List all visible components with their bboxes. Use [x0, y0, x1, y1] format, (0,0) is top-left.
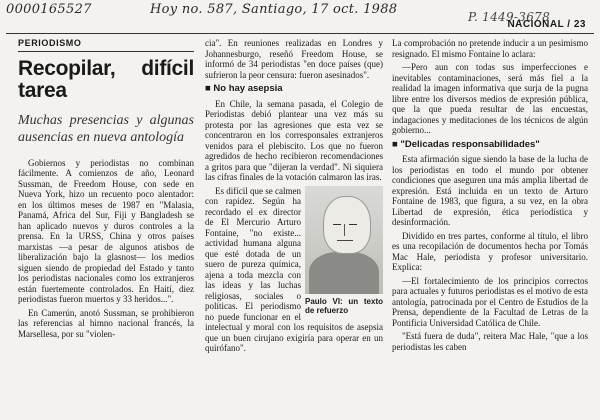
paragraph: "Está fuera de duda", reitera Mac Hale, "que a los periodistas les caben: [392, 331, 588, 352]
source-date-annotation: Hoy no. 587, Santiago, 17 oct. 1988: [150, 2, 398, 17]
paragraph: Gobiernos y periodistas no combinan fácilmente. A comienzos de año, Leonard Sussman, de Freedom House, con sede en Nueva York, hizo un recuento poco alentador: en los últimos meses de 1987 en "Malasia, Panamá, Africa del Sur, Fiji y Bangladesh se han aplicado nuevos y duros controles a la prensa. En la URSS, China y otros países marxistas —a pesar de algunos atisbos de liberalización bajo la glasnost— los medios siguen siendo de propiedad del Estado y tanto los periodistas nacionales como los extranjeros están fuertemente controlados. En Haití, diez periodistas fueron muertos y 33 heridos...".: [18, 157, 194, 304]
page-ref-annotation: P. 1449-3678: [468, 10, 551, 24]
deck: Muchas presencias y algunas ausencias en nueva antología: [18, 112, 194, 145]
column-2: [205, 38, 383, 357]
portrait-photo: [305, 186, 383, 294]
paragraph: En Camerún, anotó Sussman, se prohibieron las referencias al himno nacional francés, la Marsellesa, por su "violen-: [18, 307, 194, 339]
subheading: ■ "Delicadas responsabilidades": [392, 138, 540, 150]
subheading-text: "Delicadas responsabilidades": [400, 138, 540, 150]
top-rule: [6, 33, 594, 34]
paragraph: —El fortalecimiento de los principios correctos para actuales y futuros periodistas es el motivo de esta antología, patrocinada por el Centro de Estudios de la Prensa, dependiente de la Facultad de Letras de la Pontificia Universidad Católica de Chile.: [392, 275, 588, 328]
photo-caption: Paulo VI: un texto de refuerzo: [305, 296, 383, 315]
paragraph: La comprobación no pretende inducir a un pesimismo resignado. El mismo Fontaine lo aclara:: [392, 38, 588, 59]
photo-figure: [305, 186, 383, 314]
kicker: PERIODISMO: [18, 38, 194, 52]
paragraph: Dividido en tres partes, conforme al título, el libro es una recopilación de documentos hecha por Tomás Mac Hale, periodista y profesor universitario. Explica:: [392, 230, 588, 272]
subheading: ■ No hay asepsia: [205, 83, 283, 94]
paragraph: En Chile, la semana pasada, el Colegio de Periodistas debió plantear una vez más su protesta por las agresiones que esta vez se concentraron en los corresponsales extranjeros venidos para el plebiscito. Los que no fueron agredidos de hecho recibieron recomendaciones a gritos para que "dijeran la verdad". Ni siquiera las cifras finales de la votación calmaron las iras.: [205, 98, 383, 182]
column-3: [392, 38, 588, 355]
paragraph: Es difícil que se calmen con rapidez. Según ha recordado el ex director de El Mercurio Arturo Fontaine, "no existe... actividad humana alguna que esté dotada de un suero de pureza química, ajena a toda mezcla con las ideas y las luchas religiosas, sociales o políticas. El periodismo no puede funcionar en el intelectual y moral con los requisitos de asepsia que un buen cirujano exigiría para operar en un quirófano".: [205, 185, 383, 353]
subheading-text: No hay asepsia: [213, 83, 283, 94]
archive-id-annotation: 0000165527: [6, 2, 92, 17]
section-header: NACIONAL / 23: [507, 19, 586, 30]
column-1: [18, 38, 194, 342]
paragraph: Esta afirmación sigue siendo la base de la lucha de los periodistas en todo el mundo por obtener condiciones que aseguren una más amplia libertad de expresión. Está incluida en un texto de Arturo Fontaine de 1983, que figura, a su vez, en la obra Libertad de expresión, ética periodística y desinformación.: [392, 154, 588, 227]
paragraph: —Pero aun con todas sus imperfecciones e inevitables contaminaciones, será más fiel a la realidad la imagen informativa que surja de la pugna libre entre los diversos medios de expresión pública, que la que pueda resultar de las encuestas, indagaciones y meditaciones de los técnicos de algún gobierno...: [392, 62, 588, 135]
paragraph: cia". En reuniones realizadas en Londres y Johannesburgo, reseñó Freedom House, se informó de 34 periodistas "en doce países (que) sufrieron la peor censura: fueron asesinados".: [205, 38, 383, 80]
headline: Recopilar, difícil tarea: [18, 56, 194, 102]
